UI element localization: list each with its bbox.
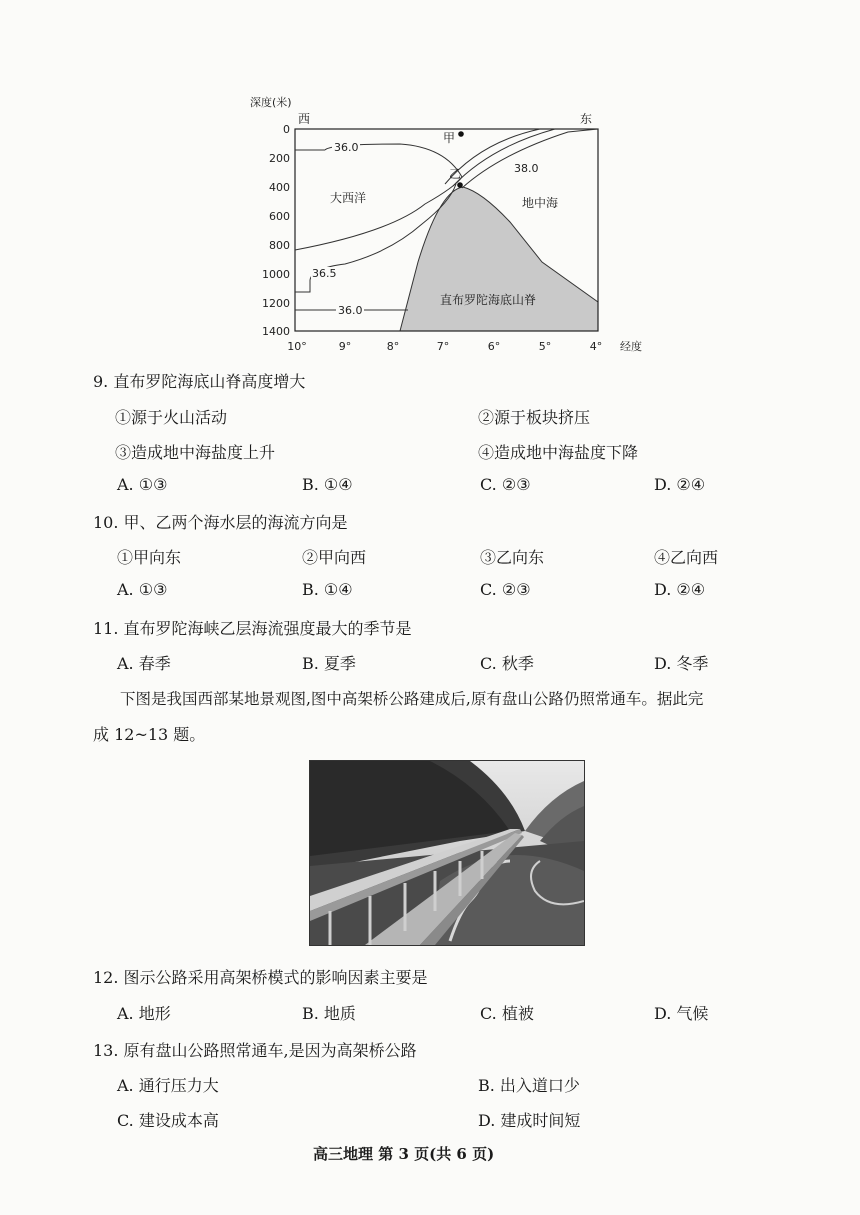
- point-jia-marker: [458, 131, 464, 137]
- q13-option-b: B. 出入道口少: [478, 1076, 580, 1095]
- intro-line-2: 成 12~13 题。: [93, 725, 206, 744]
- isoline-label: 36.5: [312, 267, 337, 280]
- longitude-tick: 4°: [589, 340, 603, 353]
- q11-option-a: A. 春季: [117, 654, 171, 673]
- longitude-ticks: [287, 340, 602, 353]
- gibraltar-salinity-section-diagram: [250, 92, 670, 360]
- east-label: 东: [580, 112, 593, 126]
- q12-option-c: C. 植被: [480, 1004, 534, 1023]
- question-11-stem: 11. 直布罗陀海峡乙层海流强度最大的季节是: [93, 619, 412, 638]
- intro-line-1: 下图是我国西部某地景观图,图中高架桥公路建成后,原有盘山公路仍照常通车。据此完: [120, 690, 704, 708]
- q10-option-b: B. ①④: [302, 580, 353, 599]
- q9-statement-2: ②源于板块挤压: [478, 408, 591, 427]
- q13-option-c: C. 建设成本高: [117, 1111, 219, 1130]
- depth-tick: 1400: [262, 325, 290, 338]
- q10-option-c: C. ②③: [480, 580, 531, 599]
- q10-statement-4: ④乙向西: [654, 548, 719, 567]
- page-footer: 高三地理 第 3 页(共 6 页): [313, 1145, 495, 1163]
- point-yi-marker: [457, 182, 463, 188]
- depth-tick: 800: [269, 239, 290, 252]
- depth-tick: 1000: [262, 268, 290, 281]
- longitude-tick: 9°: [338, 340, 352, 353]
- q11-option-c: C. 秋季: [480, 654, 534, 673]
- longitude-tick: 6°: [487, 340, 501, 353]
- longitude-tick: 10°: [287, 340, 307, 353]
- q10-option-d: D. ②④: [654, 580, 706, 599]
- atlantic-label: 大西洋: [330, 191, 367, 205]
- point-jia-label: 甲: [443, 131, 456, 145]
- depth-tick: 400: [269, 181, 290, 194]
- q11-option-b: B. 夏季: [302, 654, 356, 673]
- west-label: 西: [298, 112, 311, 126]
- q9-option-d: D. ②④: [654, 475, 706, 494]
- y-axis-title: 深度(米): [250, 96, 292, 109]
- depth-tick: 0: [283, 123, 290, 136]
- q9-statement-3: ③造成地中海盐度上升: [115, 443, 276, 462]
- viaduct-photo-drawing: [310, 761, 584, 945]
- q12-option-a: A. 地形: [117, 1004, 171, 1023]
- q9-option-a: A. ①③: [117, 475, 168, 494]
- isoline-label: 36.0: [334, 141, 359, 154]
- q13-option-d: D. 建成时间短: [478, 1111, 581, 1130]
- q12-option-d: D. 气候: [654, 1004, 709, 1023]
- ridge-shape: [400, 187, 598, 331]
- q9-option-c: C. ②③: [480, 475, 531, 494]
- isoline-label: 36.0: [338, 304, 363, 317]
- q9-option-b: B. ①④: [302, 475, 353, 494]
- q9-statement-4: ④造成地中海盐度下降: [478, 443, 639, 462]
- isoline-36-5-left: [295, 280, 310, 292]
- point-yi-label: 乙: [449, 167, 462, 181]
- question-10-stem: 10. 甲、乙两个海水层的海流方向是: [93, 513, 348, 532]
- depth-tick: 600: [269, 210, 290, 223]
- longitude-tick: 7°: [436, 340, 450, 353]
- viaduct-landscape-photo: [309, 760, 585, 946]
- q10-statement-2: ②甲向西: [302, 548, 367, 567]
- longitude-tick: 5°: [538, 340, 552, 353]
- depth-tick: 200: [269, 152, 290, 165]
- question-13-stem: 13. 原有盘山公路照常通车,是因为高架桥公路: [93, 1041, 417, 1060]
- q13-option-a: A. 通行压力大: [117, 1076, 219, 1095]
- q10-statement-1: ①甲向东: [117, 548, 182, 567]
- question-12-stem: 12. 图示公路采用高架桥模式的影响因素主要是: [93, 968, 428, 987]
- isoline-east-3: [462, 129, 598, 188]
- q10-option-a: A. ①③: [117, 580, 168, 599]
- question-9-stem: 9. 直布罗陀海底山脊高度增大: [93, 372, 306, 391]
- x-axis-title: 经度: [620, 340, 642, 353]
- q12-option-b: B. 地质: [302, 1004, 356, 1023]
- mediterranean-label: 地中海: [522, 196, 559, 210]
- isoline-label: 38.0: [514, 162, 539, 175]
- isoline-east-2: [453, 129, 555, 186]
- ridge-label: 直布罗陀海底山脊: [440, 293, 537, 307]
- q10-statement-3: ③乙向东: [480, 548, 545, 567]
- depth-tick: 1200: [262, 297, 290, 310]
- longitude-tick: 8°: [386, 340, 400, 353]
- q11-option-d: D. 冬季: [654, 654, 709, 673]
- q9-statement-1: ①源于火山活动: [115, 408, 228, 427]
- depth-ticks: [262, 123, 290, 338]
